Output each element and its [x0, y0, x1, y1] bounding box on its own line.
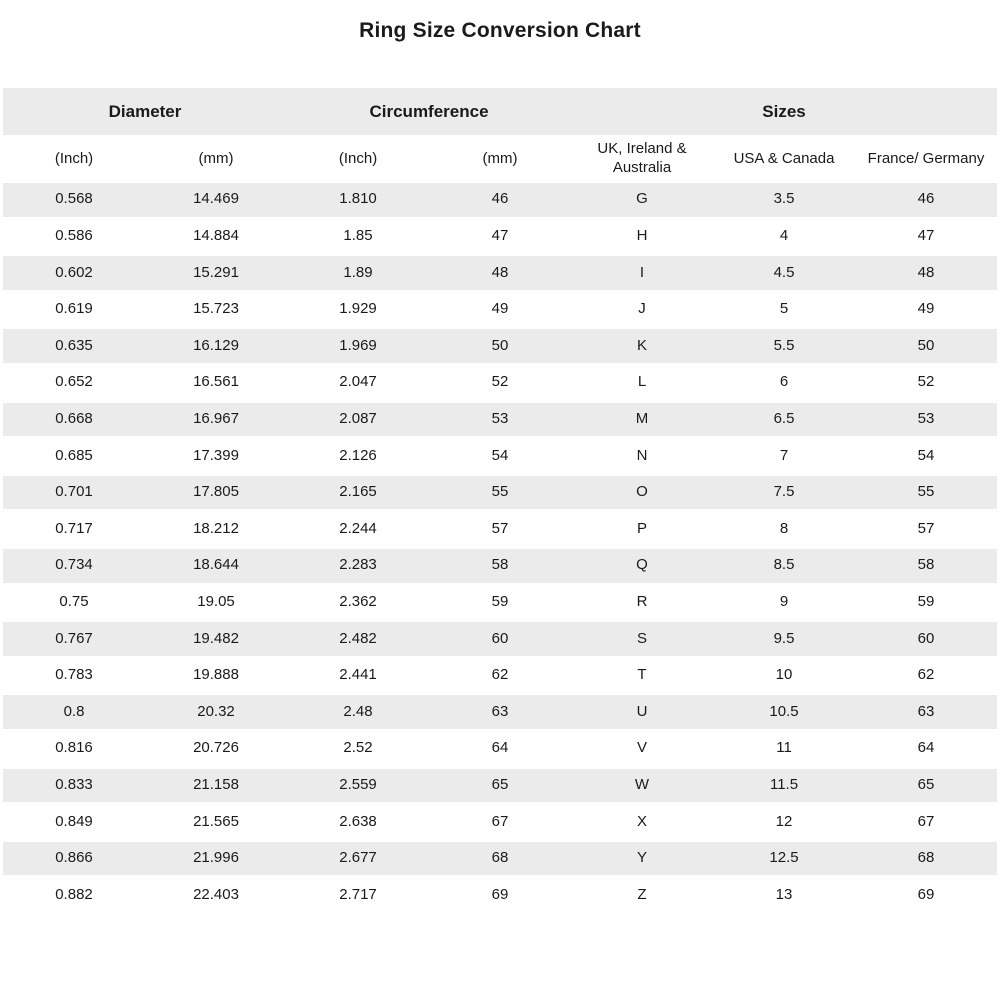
table-cell: 14.469: [145, 183, 287, 220]
table-cell: 8.5: [713, 549, 855, 586]
table-cell: 63: [429, 695, 571, 732]
table-cell: 54: [429, 439, 571, 476]
table-cell: 18.212: [145, 512, 287, 549]
table-cell: 0.882: [3, 878, 145, 915]
table-cell: 0.8: [3, 695, 145, 732]
table-cell: 52: [855, 366, 997, 403]
table-cell: 21.996: [145, 842, 287, 879]
table-row: [3, 586, 997, 623]
table-cell: 46: [429, 183, 571, 220]
table-cell: 48: [855, 256, 997, 293]
table-cell: 21.565: [145, 805, 287, 842]
table-cell: 65: [429, 769, 571, 806]
table-cell: 2.087: [287, 403, 429, 440]
table-row: [3, 366, 997, 403]
table-cell: I: [571, 256, 713, 293]
table-cell: 58: [855, 549, 997, 586]
table-cell: 19.05: [145, 586, 287, 623]
table-cell: 5: [713, 293, 855, 330]
table-cell: 2.244: [287, 512, 429, 549]
column-header-circumference-inch: (Inch): [287, 138, 429, 183]
column-header-france-germany: France/ Germany: [855, 138, 997, 183]
table-cell: 0.734: [3, 549, 145, 586]
table-cell: 1.810: [287, 183, 429, 220]
table-cell: 0.602: [3, 256, 145, 293]
table-cell: 8: [713, 512, 855, 549]
table-cell: J: [571, 293, 713, 330]
table-cell: 67: [855, 805, 997, 842]
table-cell: P: [571, 512, 713, 549]
table-cell: 2.165: [287, 476, 429, 513]
column-header-diameter-mm: (mm): [145, 138, 287, 183]
table-cell: 69: [429, 878, 571, 915]
table-cell: 16.129: [145, 329, 287, 366]
table-cell: 2.126: [287, 439, 429, 476]
table-cell: 2.48: [287, 695, 429, 732]
table-cell: 2.283: [287, 549, 429, 586]
table-cell: 13: [713, 878, 855, 915]
table-cell: W: [571, 769, 713, 806]
table-cell: 69: [855, 878, 997, 915]
table-cell: 9.5: [713, 622, 855, 659]
table-cell: 0.833: [3, 769, 145, 806]
table-cell: 20.32: [145, 695, 287, 732]
table-cell: 2.559: [287, 769, 429, 806]
table-cell: 0.652: [3, 366, 145, 403]
table-cell: 59: [429, 586, 571, 623]
table-cell: 55: [429, 476, 571, 513]
table-cell: 2.047: [287, 366, 429, 403]
table-cell: 10.5: [713, 695, 855, 732]
table-cell: H: [571, 220, 713, 257]
column-header-uk-ireland-australia: UK, Ireland & Australia: [571, 138, 713, 183]
table-cell: 6: [713, 366, 855, 403]
table-cell: M: [571, 403, 713, 440]
table-cell: 63: [855, 695, 997, 732]
table-cell: 50: [855, 329, 997, 366]
table-cell: 2.52: [287, 732, 429, 769]
table-cell: T: [571, 659, 713, 696]
table-cell: 0.849: [3, 805, 145, 842]
table-cell: 6.5: [713, 403, 855, 440]
table-cell: 12.5: [713, 842, 855, 879]
table-cell: 46: [855, 183, 997, 220]
table-cell: 62: [429, 659, 571, 696]
table-cell: S: [571, 622, 713, 659]
table-cell: 5.5: [713, 329, 855, 366]
table-cell: 16.967: [145, 403, 287, 440]
table-cell: U: [571, 695, 713, 732]
table-cell: 16.561: [145, 366, 287, 403]
table-row: [3, 220, 997, 257]
table-row: [3, 183, 997, 220]
table-row: [3, 622, 997, 659]
table-cell: 1.89: [287, 256, 429, 293]
group-header-circumference: Circumference: [287, 88, 571, 138]
table-cell: 0.635: [3, 329, 145, 366]
table-cell: K: [571, 329, 713, 366]
column-header-usa-canada: USA & Canada: [713, 138, 855, 183]
table-row: [3, 293, 997, 330]
table-cell: Z: [571, 878, 713, 915]
table-cell: 11: [713, 732, 855, 769]
table-row: [3, 476, 997, 513]
table-row: [3, 549, 997, 586]
table-cell: 19.888: [145, 659, 287, 696]
table-cell: 17.805: [145, 476, 287, 513]
table-cell: 53: [855, 403, 997, 440]
table-cell: V: [571, 732, 713, 769]
table-cell: L: [571, 366, 713, 403]
group-header-row: [3, 88, 997, 138]
table-row: [3, 695, 997, 732]
table-cell: 60: [855, 622, 997, 659]
table-cell: 64: [429, 732, 571, 769]
table-cell: 1.85: [287, 220, 429, 257]
table-cell: 65: [855, 769, 997, 806]
table-cell: 10: [713, 659, 855, 696]
table-cell: 0.668: [3, 403, 145, 440]
group-header-sizes: Sizes: [571, 88, 997, 138]
table-row: [3, 329, 997, 366]
table-cell: 0.783: [3, 659, 145, 696]
table-cell: 49: [429, 293, 571, 330]
table-cell: 19.482: [145, 622, 287, 659]
ring-size-conversion-table: [3, 88, 997, 915]
table-cell: 47: [855, 220, 997, 257]
table-cell: 7.5: [713, 476, 855, 513]
table-row: [3, 403, 997, 440]
table-cell: N: [571, 439, 713, 476]
table-cell: 49: [855, 293, 997, 330]
table-header: [3, 88, 997, 183]
table-cell: 12: [713, 805, 855, 842]
table-cell: 68: [855, 842, 997, 879]
table-row: [3, 439, 997, 476]
table-cell: R: [571, 586, 713, 623]
table-cell: 2.482: [287, 622, 429, 659]
table-cell: 52: [429, 366, 571, 403]
table-cell: 22.403: [145, 878, 287, 915]
table-row: [3, 805, 997, 842]
table-cell: 48: [429, 256, 571, 293]
table-cell: 14.884: [145, 220, 287, 257]
page-title: Ring Size Conversion Chart: [359, 19, 641, 42]
table-cell: 4.5: [713, 256, 855, 293]
table-cell: 62: [855, 659, 997, 696]
table-row: [3, 732, 997, 769]
table-cell: 0.568: [3, 183, 145, 220]
table-cell: 0.701: [3, 476, 145, 513]
table-cell: Y: [571, 842, 713, 879]
table-cell: 15.291: [145, 256, 287, 293]
table-row: [3, 512, 997, 549]
table-cell: 60: [429, 622, 571, 659]
table-cell: Q: [571, 549, 713, 586]
table-row: [3, 842, 997, 879]
table-cell: 0.816: [3, 732, 145, 769]
table-cell: 7: [713, 439, 855, 476]
table-cell: 18.644: [145, 549, 287, 586]
table-cell: 0.866: [3, 842, 145, 879]
table-cell: 0.717: [3, 512, 145, 549]
table-cell: 0.75: [3, 586, 145, 623]
table-cell: 57: [429, 512, 571, 549]
table-cell: 2.638: [287, 805, 429, 842]
table-cell: 3.5: [713, 183, 855, 220]
column-header-diameter-inch: (Inch): [3, 138, 145, 183]
table-cell: 15.723: [145, 293, 287, 330]
column-header-circumference-mm: (mm): [429, 138, 571, 183]
table-row: [3, 769, 997, 806]
table-row: [3, 878, 997, 915]
table-cell: 57: [855, 512, 997, 549]
table-cell: 55: [855, 476, 997, 513]
table-cell: 0.586: [3, 220, 145, 257]
table-cell: G: [571, 183, 713, 220]
table-cell: 4: [713, 220, 855, 257]
table-cell: 59: [855, 586, 997, 623]
table-cell: 2.362: [287, 586, 429, 623]
table-cell: 0.685: [3, 439, 145, 476]
table-cell: 47: [429, 220, 571, 257]
table-cell: 21.158: [145, 769, 287, 806]
table-cell: 0.767: [3, 622, 145, 659]
table-cell: X: [571, 805, 713, 842]
table-body: [3, 183, 997, 915]
table-cell: 2.441: [287, 659, 429, 696]
table-cell: 53: [429, 403, 571, 440]
table-cell: 50: [429, 329, 571, 366]
table-cell: 1.969: [287, 329, 429, 366]
table-cell: 9: [713, 586, 855, 623]
table-cell: 11.5: [713, 769, 855, 806]
table-cell: 58: [429, 549, 571, 586]
table-cell: 0.619: [3, 293, 145, 330]
table-cell: 1.929: [287, 293, 429, 330]
table-cell: 54: [855, 439, 997, 476]
table-cell: 67: [429, 805, 571, 842]
table-cell: 64: [855, 732, 997, 769]
group-header-diameter: Diameter: [3, 88, 287, 138]
table-row: [3, 659, 997, 696]
table-row: [3, 256, 997, 293]
table-cell: 20.726: [145, 732, 287, 769]
table-cell: O: [571, 476, 713, 513]
table-cell: 17.399: [145, 439, 287, 476]
table-cell: 68: [429, 842, 571, 879]
column-header-row: [3, 138, 997, 183]
table-cell: 2.717: [287, 878, 429, 915]
table-cell: 2.677: [287, 842, 429, 879]
